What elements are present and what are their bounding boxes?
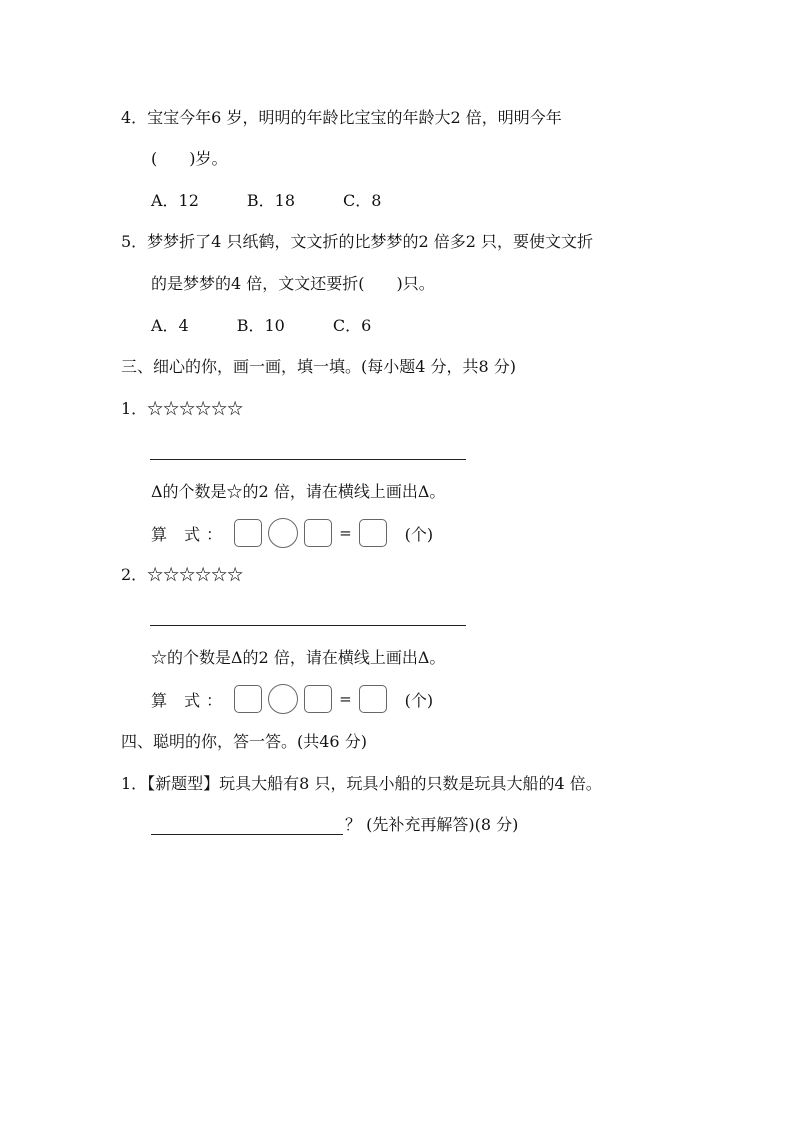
q5-options: A．4 B．10 C．6 — [151, 316, 372, 335]
s3-item1-stars: 1．☆☆☆☆☆☆ — [121, 399, 244, 418]
formula-blank-box[interactable] — [234, 685, 262, 713]
q4-options: A．12 B．18 C．8 — [151, 191, 382, 210]
q5-line1: 5．梦梦折了4 只纸鹤，文文折的比梦梦的2 倍多2 只，要使文文折 — [121, 232, 593, 251]
s3-item1-formula — [151, 518, 433, 548]
s3-item1-instruction: Δ的个数是☆的2 倍，请在横线上画出Δ。 — [151, 482, 446, 501]
s4-item1-line1: 1．【新题型】玩具大船有8 只，玩具小船的只数是玩具大船的4 倍。 — [121, 774, 602, 793]
q4-line1: 4．宝宝今年6 岁，明明的年龄比宝宝的年龄大2 倍，明明今年 — [121, 108, 562, 127]
equals-sign: = — [339, 690, 352, 708]
section4-title: 四、聪明的你，答一答。(共46 分) — [121, 732, 367, 751]
formula-operator-circle[interactable] — [268, 518, 298, 548]
s4-item1-suffix: ？ (先补充再解答)(8 分) — [345, 815, 519, 834]
q5-line2: 的是梦梦的4 倍，文文还要折( )只。 — [151, 274, 435, 293]
unit-label: (个) — [404, 690, 434, 710]
s3-item2-stars: 2．☆☆☆☆☆☆ — [121, 565, 244, 584]
s4-item1-line2 — [151, 815, 518, 835]
formula-label: 算 式： — [151, 690, 229, 710]
answer-blank-line[interactable] — [151, 818, 343, 835]
s3-item2-drawing-line[interactable] — [150, 625, 466, 626]
formula-blank-box[interactable] — [234, 519, 262, 547]
formula-result-box[interactable] — [359, 519, 387, 547]
s3-item1-drawing-line[interactable] — [150, 459, 466, 460]
s3-item2-instruction: ☆的个数是Δ的2 倍，请在横线上画出Δ。 — [151, 648, 446, 667]
section3-title: 三、细心的你，画一画，填一填。(每小题4 分，共8 分) — [121, 357, 517, 376]
unit-label: (个) — [404, 524, 434, 544]
formula-operator-circle[interactable] — [268, 684, 298, 714]
formula-result-box[interactable] — [359, 685, 387, 713]
formula-blank-box[interactable] — [304, 685, 332, 713]
equals-sign: = — [339, 524, 352, 542]
formula-blank-box[interactable] — [304, 519, 332, 547]
q4-line2: ( )岁。 — [151, 149, 228, 168]
formula-label: 算 式： — [151, 524, 229, 544]
s3-item2-formula — [151, 684, 433, 714]
